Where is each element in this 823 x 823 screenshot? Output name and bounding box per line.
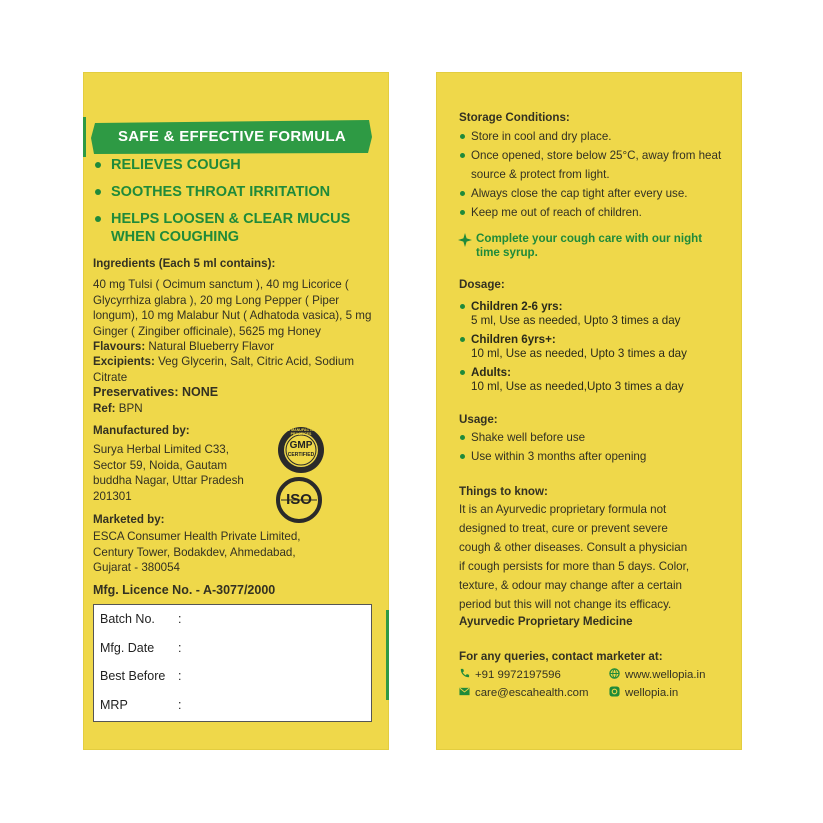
green-edge-strip [83,117,86,157]
green-edge-strip [386,610,389,700]
marketed-address [93,529,383,576]
manufactured-address [93,442,278,504]
manufactured-title: Manufactured by: [93,424,190,437]
dosage-who: Adults: [471,366,511,379]
email-text: care@escahealth.com [475,687,589,699]
back-label-right-panel [436,72,742,750]
storage-text: Once opened, store below 25°C, away from heat source & protect from light. [471,149,722,181]
gmp-ring-text: GOOD MANUFACTURING PRACTICES [279,428,323,436]
excipients-label: Excipients: [93,355,155,368]
gmp-sub: CERTIFIED [287,452,315,458]
excipients-value: Veg Glycerin, Salt, Citric Acid, Sodium Citrate [93,355,354,384]
phone-icon [459,668,470,679]
bullet-icon [460,210,465,215]
flavours-value: Natural Blueberry Flavor [148,340,275,353]
bullet-icon [460,370,465,375]
dosage-item [459,332,739,365]
ingredients-text: 40 mg Tulsi ( Ocimum sanctum ), 40 mg Licorice ( Glycyrrhiza glabra ), 20 mg Long Pepper ( Piper longum), 10 mg Malabur Nut ( Adhatoda vasica), 5 mg Ginger ( Zingiber officinale), 5625 mg Honey [93,278,372,338]
flavours-label: Flavours: [93,340,146,353]
address-line: Gujarat - 380054 [93,561,181,574]
things-line: cough & other diseases. Consult a physician [459,541,688,554]
storage-text: Keep me out of reach of children. [471,206,642,219]
storage-item [459,146,729,184]
usage-item [459,428,729,447]
bullet-icon [460,304,465,309]
ref-line [93,401,143,417]
usage-item [459,447,729,466]
batch-colon: : [178,612,182,626]
storage-title: Storage Conditions: [459,111,570,124]
things-line: if cough persists for more than 5 days. Color, [459,560,690,573]
bullet-icon [460,435,465,440]
mail-icon [459,686,470,697]
ingredients-title: Ingredients (Each 5 ml contains): [93,257,276,270]
sparkle-icon [458,233,472,247]
storage-item [459,203,729,222]
badge-text: SAFE & EFFECTIVE FORMULA [117,128,347,145]
website-contact[interactable] [609,668,705,681]
best-before-colon: : [178,669,182,683]
mfg-date-label: Mfg. Date [100,641,155,655]
bullet-icon [460,454,465,459]
dosage-item [459,299,739,332]
night-syrup-note: Complete your cough care with our night time syrup. [476,232,703,259]
dosage-title: Dosage: [459,278,505,291]
things-line: texture, & odour may change after a certain [459,579,682,592]
dosage-item [459,365,739,398]
flavours-line [93,339,383,355]
ref-value: BPN [118,402,143,415]
bullet-icon [460,134,465,139]
best-before-label: Best Before [100,669,166,683]
address-line: Century Tower, Bodakdev, Ahmedabad, [93,545,296,559]
usage-text: Use within 3 months after opening [471,450,647,463]
back-label-left-panel [83,72,389,750]
batch-label: Batch No. [100,612,155,626]
iso-text: ISO [286,491,312,508]
bullet-icon [95,189,101,195]
address-line: buddha Nagar, Uttar Pradesh [93,474,244,487]
instagram-contact[interactable] [609,686,678,699]
gmp-certified-logo [277,426,325,474]
gmp-text: GMP [289,440,313,451]
claim-text: SOOTHES THROAT IRRITATION [111,184,331,200]
usage-list [459,428,729,466]
claim-item [93,183,383,201]
marketed-title: Marketed by: [93,513,165,526]
address-line: 201301 [93,489,132,503]
batch-info-box [93,604,372,722]
preservatives: Preservatives: NONE [93,385,219,399]
bullet-icon [460,153,465,158]
things-text [459,500,739,614]
formula-badge [91,120,373,154]
storage-item [459,184,729,203]
usage-title: Usage: [459,413,498,426]
storage-item [459,127,729,146]
claim-item [93,210,383,246]
ref-label: Ref: [93,402,116,415]
usage-text: Shake well before use [471,431,586,444]
things-line: period but this will not change its efficacy. [459,598,672,611]
mfg-date-colon: : [178,641,182,655]
things-line: designed to treat, cure or prevent severe [459,522,668,535]
bullet-icon [95,162,101,168]
globe-icon [609,668,620,679]
claim-item [93,156,383,174]
dosage-how: 10 ml, Use as needed,Upto 3 times a day [471,380,684,393]
dosage-how: 5 ml, Use as needed, Upto 3 times a day [471,314,681,327]
claims-list [93,156,383,255]
queries-title: For any queries, contact marketer at: [459,650,663,663]
address-line: Surya Herbal Limited C33, [93,443,229,456]
storage-text: Store in cool and dry place. [471,130,612,143]
mrp-colon: : [178,698,182,712]
dosage-list [459,299,739,398]
things-title: Things to know: [459,485,548,498]
licence-number: Mfg. Licence No. - A-3077/2000 [93,583,276,597]
phone-number: +91 9972197596 [475,669,561,681]
instagram-text: wellopia.in [625,687,679,699]
address-line: ESCA Consumer Health Private Limited, [93,530,301,543]
mrp-label: MRP [100,698,128,712]
bullet-icon [460,191,465,196]
storage-list [459,127,729,222]
excipients-line [93,354,363,385]
bullet-icon [460,337,465,342]
email-contact[interactable] [459,686,589,699]
iso-logo [276,477,322,523]
claim-text: RELIEVES COUGH [111,157,241,173]
bullet-icon [95,216,101,222]
claim-text: HELPS LOOSEN & CLEAR MUCUS WHEN COUGHING [111,211,351,245]
storage-text: Always close the cap tight after every use. [471,187,688,200]
phone-contact[interactable] [459,668,561,681]
things-line: It is an Ayurvedic proprietary formula not [459,503,667,516]
instagram-icon [609,686,620,697]
proprietary-medicine: Ayurvedic Proprietary Medicine [459,615,633,628]
dosage-who: Children 6yrs+: [471,333,556,346]
website-text: www.wellopia.in [625,669,706,681]
dosage-who: Children 2-6 yrs: [471,300,563,313]
dosage-how: 10 ml, Use as needed, Upto 3 times a day [471,347,687,360]
address-line: Sector 59, Noida, Gautam [93,458,228,472]
